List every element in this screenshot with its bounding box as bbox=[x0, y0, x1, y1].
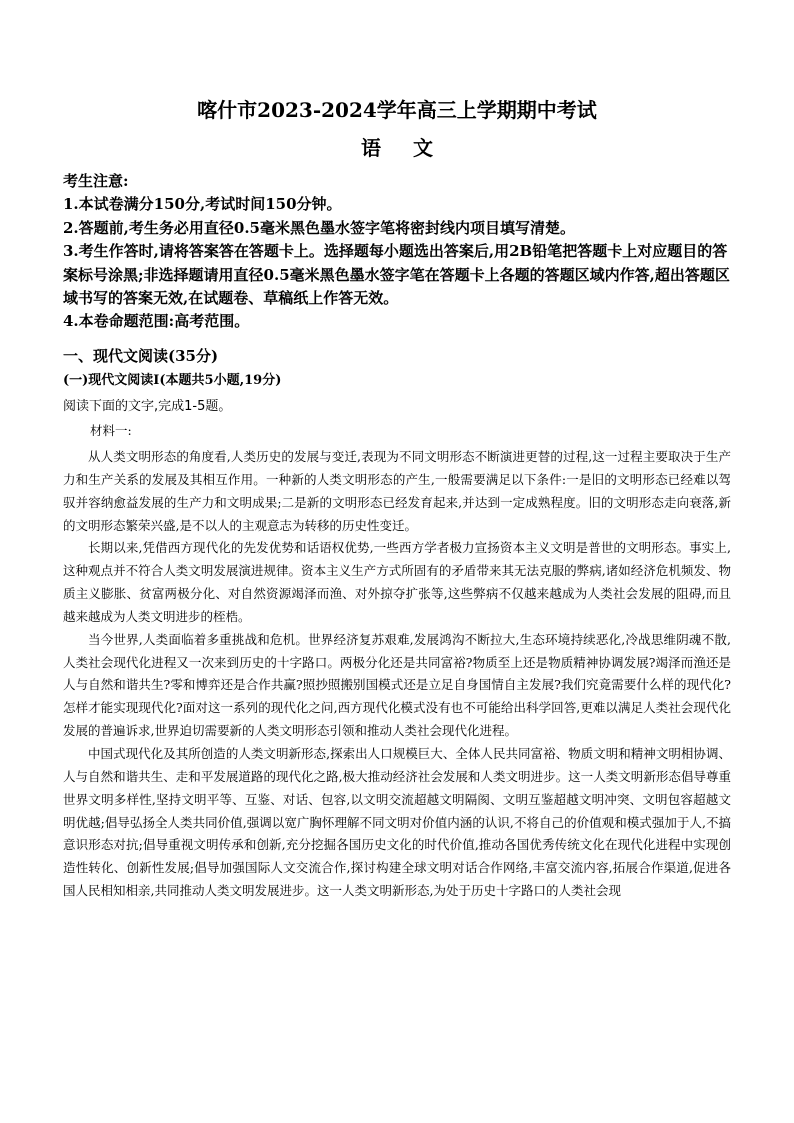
exam-notice bbox=[63, 170, 731, 334]
notice-item: 4.本卷命题范围:高考范围。 bbox=[63, 312, 250, 331]
notice-item: 2.答题前,考生务必用直径0.5毫米黑色墨水签字笔将密封线内项目填写清楚。 bbox=[63, 218, 575, 237]
exam-title: 喀什市2023-2024学年高三上学期期中考试 bbox=[197, 98, 597, 122]
passage-paragraph: 中国式现代化及其所创造的人类文明新形态,探索出人口规模巨大、全体人民共同富裕、物质文明和精神文明相协调、人与自然和谐共生、走和平发展道路的现代化之路,极大推动经济社会发展和人类文明进步。这一人类文明新形态倡导尊重世界文明多样性,坚持文明平等、互鉴、对话、包容,以文明交流超越文明隔阂、文明互鉴超越文明冲突、文明包容超越文明优越;倡导弘扬全人类共同价值,强调以宽广胸怀理解不同文明对价值内涵的认识,不将自己的价值观和模式强加于人,不搞意识形态对抗;倡导重视文明传承和创新,充分挖掘各国历史文化的时代价值,推动各国优秀传统文化在现代化进程中实现创造性转化、创新性发展;倡导加强国际人文交流合作,探讨构建全球文明对话合作网络,丰富交流内容,拓展合作渠道,促进各国人民相知相亲,共同推动人类文明发展进步。这一人类文明新形态,为处于历史十字路口的人类社会现 bbox=[63, 745, 731, 899]
reading-instruction: 阅读下面的文字,完成1-5题。 bbox=[63, 399, 232, 414]
exam-subject: 语文 bbox=[361, 136, 465, 160]
notice-item: 1.本试卷满分150分,考试时间150分钟。 bbox=[63, 195, 342, 214]
passage-paragraph: 长期以来,凭借西方现代化的先发优势和话语权优势,一些西方学者极力宣扬资本主义文明是普世的文明形态。事实上,这种观点并不符合人类文明发展演进规律。资本主义生产方式所固有的矛盾带来其无法克服的弊病,诸如经济危机频发、物质主义膨胀、贫富两极分化、对自然资源竭泽而渔、对外掠夺扩张等,这些弊病不仅越来越成为人类社会发展的阻碍,而且越来越成为人类文明进步的桎梏。 bbox=[63, 540, 731, 624]
material-label: 材料一: bbox=[90, 423, 132, 438]
reading-passage bbox=[63, 446, 731, 903]
passage-paragraph: 从人类文明形态的角度看,人类历史的发展与变迁,表现为不同文明形态不断演进更替的过程,这一过程主要取决于生产力和生产关系的发展及其相互作用。一种新的人类文明形态的产生,一般需要满足以下条件:一是旧的文明形态已经难以驾驭并容纳愈益发展的生产力和文明成果;二是新的文明形态已经发育起来,并达到一定成熟程度。旧的文明形态走向衰落,新的文明形态繁荣兴盛,是不以人的主观意志为转移的历史性变迁。 bbox=[63, 449, 731, 533]
passage-paragraph: 当今世界,人类面临着多重挑战和危机。世界经济复苏艰难,发展鸿沟不断拉大,生态环境持续恶化,冷战思维阴魂不散,人类社会现代化进程又一次来到历史的十字路口。两极分化还是共同富裕?物质至上还是物质精神协调发展?竭泽而渔还是人与自然和谐共生?零和博弈还是合作共赢?照抄照搬别国模式还是立足自身国情自主发展?我们究竟需要什么样的现代化?怎样才能实现现代化?面对这一系列的现代化之问,西方现代化模式没有也不可能给出科学回答,更难以满足人类社会现代化发展的普遍诉求,世界迫切需要新的人类文明形态引领和推动人类社会现代化进程。 bbox=[63, 631, 731, 739]
notice-item: 3.考生作答时,请将答案答在答题卡上。选择题每小题选出答案后,用2B铅笔把答题卡上对应题目的答案标号涂黑;非选择题请用直径0.5毫米黑色墨水签字笔在答题卡上各题的答题区域内作答,超出答题区域书写的答案无效,在试题卷、草稿纸上作答无效。 bbox=[63, 242, 730, 308]
subsection-title: (一)现代文阅读Ⅰ(本题共5小题,19分) bbox=[63, 373, 282, 388]
section-title: 一、现代文阅读(35分) bbox=[63, 347, 219, 365]
notice-heading: 考生注意: bbox=[63, 172, 129, 190]
